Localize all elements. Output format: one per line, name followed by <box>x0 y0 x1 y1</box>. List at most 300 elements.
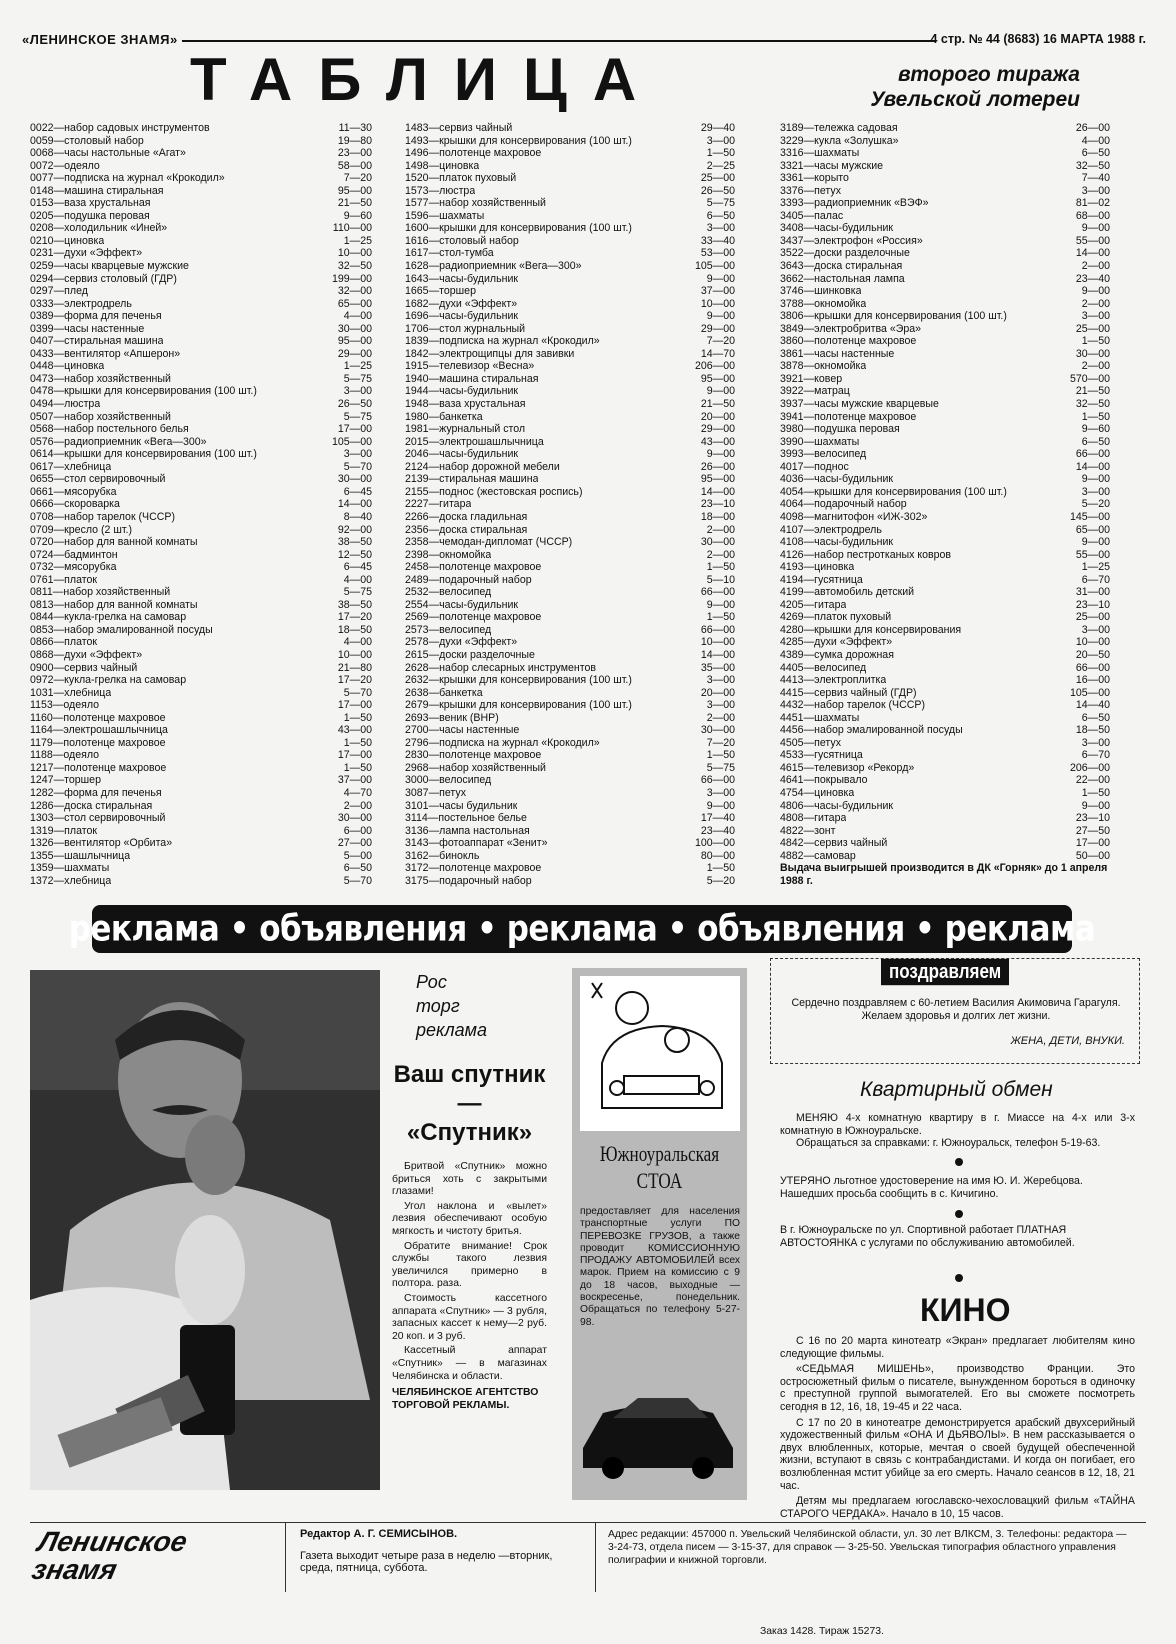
lottery-row <box>30 524 372 537</box>
prize-value: 5—75 <box>706 761 735 774</box>
prize-value: 8—40 <box>343 510 372 523</box>
prize-name: 1160—полотенце махровое <box>30 711 166 724</box>
prize-name: 4842—сервиз чайный <box>780 837 888 850</box>
prize-name: 2632—крышки для консервирования (100 шт.) <box>405 674 632 687</box>
lottery-row <box>30 649 372 662</box>
prize-value: 17—00 <box>337 699 372 712</box>
lottery-row <box>405 473 735 486</box>
lottery-row <box>405 549 735 562</box>
prize-value: 1—50 <box>706 147 735 160</box>
prize-name: 0433—вентилятор «Апшерон» <box>30 347 181 360</box>
lottery-row <box>30 285 372 298</box>
publication-schedule: Газета выходит четыре раза в неделю —вторник, среда, пятница, суббота. <box>300 1550 553 1574</box>
prize-name: 1483—сервиз чайный <box>405 122 513 134</box>
prize-value: 31—00 <box>1075 586 1110 599</box>
prize-name: 0661—мясорубка <box>30 485 117 498</box>
prize-value: 95—00 <box>700 372 735 385</box>
prize-name: 1286—доска стиральная <box>30 799 153 812</box>
prize-value: 5—75 <box>343 586 372 599</box>
lottery-row <box>780 423 1110 436</box>
prize-value: 199—00 <box>331 272 372 285</box>
lottery-row <box>780 147 1110 160</box>
prize-value: 27—50 <box>1075 824 1110 837</box>
lottery-row <box>780 624 1110 637</box>
lottery-row <box>30 172 372 185</box>
prize-name: 3136—лампа настольная <box>405 824 530 837</box>
prize-name: 3405—палас <box>780 209 844 222</box>
prize-name: 1616—столовый набор <box>405 234 519 247</box>
prize-value: 9—00 <box>1081 473 1110 486</box>
prize-value: 19—80 <box>337 134 372 147</box>
prize-name: 0022—набор садовых инструментов <box>30 122 210 134</box>
prize-value: 30—00 <box>337 473 372 486</box>
prize-name: 0853—набор эмалированной посуды <box>30 623 213 636</box>
prize-value: 29—00 <box>700 423 735 436</box>
prize-name: 1355—шашлычница <box>30 849 131 862</box>
prize-value: 29—40 <box>700 122 735 134</box>
prize-name: 3990—шахматы <box>780 435 860 448</box>
prize-name: 0708—набор тарелок (ЧССР) <box>30 510 176 523</box>
lottery-row <box>405 436 735 449</box>
prize-value: 14—00 <box>700 648 735 661</box>
prize-name: 0333—электродрель <box>30 297 132 310</box>
prize-value: 9—00 <box>706 448 735 461</box>
prize-name: 4389—сумка дорожная <box>780 648 894 661</box>
prize-name: 0297—плед <box>30 285 88 298</box>
prize-name: 3175—подарочный набор <box>405 874 532 887</box>
prize-name: 0478—крышки для консервирования (100 шт.) <box>30 385 257 398</box>
prize-value: 1—50 <box>1081 410 1110 423</box>
prize-name: 1643—часы-будильник <box>405 272 518 285</box>
prize-value: 14—00 <box>337 498 372 511</box>
prize-value: 25—00 <box>1075 611 1110 624</box>
prize-name: 0972—кукла-грелка на самовар <box>30 674 187 687</box>
lottery-row <box>30 850 372 863</box>
prize-value: 25—00 <box>700 172 735 185</box>
lottery-row <box>405 448 735 461</box>
editorial-address: Адрес редакции: 457000 п. Увельский Челябинской области, ул. 30 лет ВЛКСМ, 3. Телефоны: редактора — 3-24-73, отдела писем — 3-15-37, для справок — 3-25-50. Увельская типография областного управления полиграфии и книжной торговли. <box>608 1529 1127 1566</box>
lottery-row <box>30 875 372 888</box>
prize-value: 30—00 <box>337 322 372 335</box>
lottery-row <box>780 636 1110 649</box>
prize-value: 66—00 <box>700 586 735 599</box>
prize-name: 2356—доска стиральная <box>405 523 528 536</box>
prize-name: 1493—крышки для консервирования (100 шт.) <box>405 134 632 147</box>
sputnik-ad <box>392 970 547 1412</box>
prize-value: 9—60 <box>1081 423 1110 436</box>
lottery-row <box>30 561 372 574</box>
lottery-row <box>405 423 735 436</box>
prize-name: 3087—петух <box>405 786 467 799</box>
lottery-row <box>780 247 1110 260</box>
lottery-row <box>780 674 1110 687</box>
prize-name: 1319—платок <box>30 824 97 837</box>
lottery-row <box>30 185 372 198</box>
prize-name: 2968—набор хозяйственный <box>405 761 546 774</box>
lottery-row <box>405 160 735 173</box>
lottery-row <box>780 599 1110 612</box>
prize-value: 3—00 <box>343 448 372 461</box>
prize-value: 38—50 <box>337 536 372 549</box>
payout-note: Выдача выигрышей производится в ДК «Горняк» до 1 апреля 1988 г. <box>780 862 1108 887</box>
prize-value: 7—20 <box>343 172 372 185</box>
prize-value: 17—00 <box>337 749 372 762</box>
lottery-row <box>30 574 372 587</box>
prize-value: 65—00 <box>1075 523 1110 536</box>
prize-name: 3746—шинковка <box>780 285 862 298</box>
prize-name: 0617—хлебница <box>30 460 112 473</box>
prize-name: 3393—радиоприемник «ВЭФ» <box>780 197 929 210</box>
lottery-row <box>405 774 735 787</box>
prize-name: 4806—часы-будильник <box>780 799 893 812</box>
prize-value: 27—00 <box>337 837 372 850</box>
prize-name: 1696—часы-будильник <box>405 310 518 323</box>
lottery-row <box>405 247 735 260</box>
lottery-row <box>30 461 372 474</box>
lottery-row <box>780 473 1110 486</box>
lottery-row <box>780 574 1110 587</box>
lottery-row <box>405 360 735 373</box>
prize-name: 3101—часы будильник <box>405 799 518 812</box>
lottery-row <box>405 411 735 424</box>
prize-value: 17—40 <box>700 812 735 825</box>
prize-name: 2139—стиральная машина <box>405 473 539 486</box>
lottery-row <box>30 197 372 210</box>
prize-name: 1031—хлебница <box>30 686 112 699</box>
lottery-row <box>780 549 1110 562</box>
lottery-row <box>405 724 735 737</box>
lottery-row <box>780 335 1110 348</box>
prize-value: 2—00 <box>1081 360 1110 373</box>
lottery-row <box>30 448 372 461</box>
prize-name: 0205—подушка перовая <box>30 209 150 222</box>
prize-value: 7—20 <box>706 335 735 348</box>
prize-value: 570—00 <box>1069 372 1110 385</box>
prize-name: 4194—гусятница <box>780 573 863 586</box>
prize-value: 23—10 <box>700 498 735 511</box>
prize-value: 95—00 <box>337 184 372 197</box>
prize-value: 1—50 <box>706 561 735 574</box>
lottery-row <box>405 862 735 875</box>
prize-value: 30—00 <box>1075 347 1110 360</box>
prize-value: 5—70 <box>343 874 372 887</box>
prize-value: 14—70 <box>700 347 735 360</box>
prize-name: 4405—велосипед <box>780 661 867 674</box>
prize-value: 1—50 <box>343 736 372 749</box>
prize-name: 0709—кресло (2 шт.) <box>30 523 133 536</box>
prize-value: 9—00 <box>1081 222 1110 235</box>
prize-value: 105—00 <box>694 260 735 273</box>
prize-value: 1—25 <box>343 360 372 373</box>
prize-value: 65—00 <box>337 297 372 310</box>
lottery-row <box>780 662 1110 675</box>
lottery-row <box>30 348 372 361</box>
prize-value: 5—75 <box>343 410 372 423</box>
lottery-row <box>780 774 1110 787</box>
lottery-row <box>30 762 372 775</box>
prize-value: 20—00 <box>700 686 735 699</box>
lottery-row <box>780 285 1110 298</box>
prize-value: 3—00 <box>706 786 735 799</box>
prize-name: 1179—полотенце махровое <box>30 736 166 749</box>
prize-name: 3189—тележка садовая <box>780 122 898 134</box>
prize-name: 4533—гусятница <box>780 749 863 762</box>
prize-value: 206—00 <box>1069 761 1110 774</box>
stoa-ad <box>572 968 747 1500</box>
prize-name: 4754—циновка <box>780 786 855 799</box>
prize-value: 1—50 <box>706 749 735 762</box>
prize-name: 4064—подарочный набор <box>780 498 907 511</box>
prize-value: 6—50 <box>1081 147 1110 160</box>
table-subtitle <box>860 62 1080 112</box>
lottery-row <box>30 411 372 424</box>
prize-name: 1372—хлебница <box>30 874 112 887</box>
prize-name: 0655—стол сервировочный <box>30 473 166 486</box>
rostorg-line-2: торг <box>416 996 460 1016</box>
lottery-row <box>30 787 372 800</box>
prize-name: 3408—часы-будильник <box>780 222 893 235</box>
lottery-row <box>780 298 1110 311</box>
prize-value: 30—00 <box>700 536 735 549</box>
prize-name: 0576—радиоприемник «Вега—300» <box>30 435 207 448</box>
lottery-row <box>780 850 1110 863</box>
lottery-row <box>30 749 372 762</box>
footer-divider <box>285 1522 286 1592</box>
prize-value: 26—00 <box>1075 122 1110 134</box>
prize-value: 6—45 <box>343 485 372 498</box>
prize-name: 1915—телевизор «Весна» <box>405 360 535 373</box>
lottery-row <box>405 197 735 210</box>
rostorg-label <box>416 970 547 1042</box>
car-photo <box>578 1368 738 1488</box>
lottery-row <box>780 172 1110 185</box>
lottery-row <box>780 825 1110 838</box>
prize-value: 32—50 <box>1075 159 1110 172</box>
prize-name: 1303—стол сервировочный <box>30 812 166 825</box>
prize-name: 0666—скороварка <box>30 498 120 511</box>
prize-name: 4193—циновка <box>780 561 855 574</box>
lottery-row <box>30 398 372 411</box>
prize-name: 4107—электродрель <box>780 523 882 536</box>
prize-value: 18—50 <box>1075 724 1110 737</box>
lottery-row <box>780 373 1110 386</box>
prize-name: 4205—гитара <box>780 598 847 611</box>
lottery-row <box>780 310 1110 323</box>
prize-value: 14—00 <box>1075 460 1110 473</box>
lottery-row <box>30 373 372 386</box>
prize-name: 0068—часы настольные «Агат» <box>30 147 186 160</box>
separator-dot <box>955 1158 963 1166</box>
lottery-row <box>780 411 1110 424</box>
prize-value: 32—50 <box>337 260 372 273</box>
sputnik-heading: Ваш спутник— «Спутник» <box>393 1061 546 1146</box>
kino-paragraph: С 16 по 20 марта кинотеатр «Экран» предлагает любителям кино следующие фильмы. <box>780 1335 1135 1360</box>
prize-name: 1496—полотенце махровое <box>405 147 542 160</box>
prize-name: 2638—банкетка <box>405 686 483 699</box>
congrats-signature: ЖЕНА, ДЕТИ, ВНУКИ. <box>1010 1035 1125 1047</box>
prize-name: 3921—ковер <box>780 372 843 385</box>
lottery-row <box>405 185 735 198</box>
prize-name: 2227—гитара <box>405 498 472 511</box>
prize-value: 2—00 <box>706 711 735 724</box>
sputnik-paragraph: Угол наклона и «вылет» лезвия обеспечивают особую мягкость и чистоту бритья. <box>392 1200 547 1237</box>
prize-value: 4—00 <box>343 310 372 323</box>
lottery-column-1 <box>30 122 372 887</box>
prize-name: 4641—покрывало <box>780 774 868 787</box>
prize-value: 5—75 <box>706 197 735 210</box>
lottery-row <box>405 310 735 323</box>
prize-name: 1948—ваза хрустальная <box>405 398 526 411</box>
lottery-row <box>405 461 735 474</box>
ad-banner <box>68 905 1096 953</box>
prize-value: 66—00 <box>1075 448 1110 461</box>
lottery-row <box>30 360 372 373</box>
prize-name: 0407—стиральная машина <box>30 335 164 348</box>
prize-value: 30—00 <box>700 724 735 737</box>
lottery-row <box>780 222 1110 235</box>
lottery-row <box>780 448 1110 461</box>
prize-name: 3229—кукла «Золушка» <box>780 134 899 147</box>
prize-value: 9—60 <box>343 209 372 222</box>
lottery-row <box>405 800 735 813</box>
newspaper-logo <box>29 1528 262 1588</box>
prize-value: 100—00 <box>694 837 735 850</box>
rostorg-line-1: Рос <box>416 972 447 992</box>
prize-name: 1247—торшер <box>30 774 101 787</box>
lottery-row <box>30 260 372 273</box>
man-shaving-illustration <box>30 970 380 1490</box>
lottery-row <box>780 260 1110 273</box>
prize-name: 1153—одеяло <box>30 699 100 712</box>
lottery-row <box>30 210 372 223</box>
prize-name: 0153—ваза хрустальная <box>30 197 151 210</box>
prize-value: 10—00 <box>337 648 372 661</box>
prize-value: 33—40 <box>700 234 735 247</box>
prize-value: 17—20 <box>337 674 372 687</box>
prize-value: 58—00 <box>337 159 372 172</box>
prize-value: 6—70 <box>1081 573 1110 586</box>
prize-value: 105—00 <box>331 435 372 448</box>
prize-value: 3—00 <box>1081 184 1110 197</box>
lottery-row <box>30 536 372 549</box>
prize-name: 1600—крышки для консервирования (100 шт.) <box>405 222 632 235</box>
sputnik-paragraph: Обратите внимание! Срок службы такого лезвия увеличился примерно в полтора. раза. <box>392 1240 547 1290</box>
prize-name: 0507—набор хозяйственный <box>30 410 171 423</box>
prize-name: 1981—журнальный стол <box>405 423 526 436</box>
prize-value: 4—00 <box>1081 134 1110 147</box>
prize-value: 55—00 <box>1075 234 1110 247</box>
lottery-row <box>780 524 1110 537</box>
exchange-text <box>780 1112 1135 1150</box>
lottery-row <box>405 674 735 687</box>
lottery-row <box>780 385 1110 398</box>
prize-value: 9—00 <box>1081 285 1110 298</box>
prize-value: 1—50 <box>1081 786 1110 799</box>
lottery-row <box>30 586 372 599</box>
lottery-row <box>780 787 1110 800</box>
prize-name: 4808—гитара <box>780 812 847 825</box>
prize-name: 2266—доска гладильная <box>405 510 528 523</box>
prize-value: 1—50 <box>343 711 372 724</box>
lottery-row <box>30 862 372 875</box>
exchange-paragraph: Обращаться за справками: г. Южноуральск, телефон 5-19-63. <box>796 1137 1101 1150</box>
prize-name: 0399—часы настенные <box>30 322 145 335</box>
prize-value: 1—25 <box>343 234 372 247</box>
prize-name: 1359—шахматы <box>30 862 110 875</box>
prize-value: 9—00 <box>1081 536 1110 549</box>
prize-name: 2124—набор дорожной мебели <box>405 460 560 473</box>
prize-name: 0210—циновка <box>30 234 105 247</box>
prize-value: 3—00 <box>1081 623 1110 636</box>
kino-text <box>780 1335 1135 1523</box>
lottery-row <box>405 787 735 800</box>
prize-name: 4269—платок пуховый <box>780 611 892 624</box>
prize-value: 10—00 <box>1075 636 1110 649</box>
lottery-row <box>30 310 372 323</box>
subtitle-line-1: второго тиража <box>897 63 1080 86</box>
prize-value: 21—80 <box>337 661 372 674</box>
lottery-row <box>405 812 735 825</box>
lottery-row <box>405 536 735 549</box>
prize-name: 3849—электробритва «Эра» <box>780 322 922 335</box>
lottery-row <box>30 235 372 248</box>
rostorg-line-3: реклама <box>416 1020 488 1040</box>
lottery-row <box>30 624 372 637</box>
lottery-row <box>780 724 1110 737</box>
prize-name: 4882—самовар <box>780 849 856 862</box>
sputnik-paragraph: Кассетный аппарат «Спутник» — в магазинах Челябинска и области. <box>392 1345 547 1382</box>
prize-name: 3522—доски разделочные <box>780 247 910 260</box>
parking-notice: В г. Южноуральске по ул. Спортивной работает ПЛАТНАЯ АВТОСТОЯНКА с услугами по обслуживанию автомобилей. <box>780 1224 1075 1249</box>
stoa-title: Южноуральская СТОА <box>599 1141 720 1193</box>
prize-value: 9—00 <box>706 385 735 398</box>
prize-value: 9—00 <box>706 272 735 285</box>
prize-value: 14—00 <box>700 485 735 498</box>
lottery-row <box>30 511 372 524</box>
prize-name: 4017—поднос <box>780 460 849 473</box>
kino-paragraph: С 17 по 20 в кинотеатре демонстрируется арабский двухсерийный художественный фильм «ОНА И ДЬЯВОЛЫ». В нем рассказывается о двух влюбленных, которые, мечтая о своей будущей обеспеченной жизни, вступают в связь с контрабандистами. И когда он погибает, его возлюбленная мстит убийце за его смерть. Начало сеансов в 12, 18, 21 час. <box>780 1416 1135 1492</box>
prize-value: 5—20 <box>706 874 735 887</box>
lottery-row <box>780 197 1110 210</box>
prize-name: 4199—автомобиль детский <box>780 586 915 599</box>
prize-name: 4456—набор эмалированной посуды <box>780 724 963 737</box>
prize-name: 4054—крышки для консервирования (100 шт.) <box>780 485 1007 498</box>
lottery-row <box>780 273 1110 286</box>
lottery-row <box>405 298 735 311</box>
prize-value: 29—00 <box>700 322 735 335</box>
prize-name: 1980—банкетка <box>405 410 483 423</box>
prize-name: 3788—окномойка <box>780 297 867 310</box>
lost-notice: УТЕРЯНО льготное удостоверение на имя Ю. И. Жеребцова. Нашедших просьба сообщить в с. Кичигино. <box>780 1175 1083 1200</box>
lottery-row <box>780 185 1110 198</box>
prize-value: 6—50 <box>343 862 372 875</box>
prize-value: 26—50 <box>337 398 372 411</box>
prize-name: 2358—чемодан-дипломат (ЧССР) <box>405 536 573 549</box>
prize-value: 2—00 <box>706 523 735 536</box>
lottery-row <box>30 498 372 511</box>
lottery-row <box>405 749 735 762</box>
prize-value: 23—10 <box>1075 812 1110 825</box>
prize-name: 1596—шахматы <box>405 209 485 222</box>
table-title: ТАБЛИЦА <box>190 46 663 113</box>
prize-name: 2693—веник (ВНР) <box>405 711 499 724</box>
prize-value: 95—00 <box>337 335 372 348</box>
lottery-column-2 <box>405 122 735 887</box>
issue-info: 4 стр. № 44 (8683) 16 МАРТА 1988 г. <box>930 32 1146 46</box>
prize-value: 22—00 <box>1075 774 1110 787</box>
prize-name: 4285—духи «Эффект» <box>780 636 893 649</box>
prize-value: 3—00 <box>1081 736 1110 749</box>
